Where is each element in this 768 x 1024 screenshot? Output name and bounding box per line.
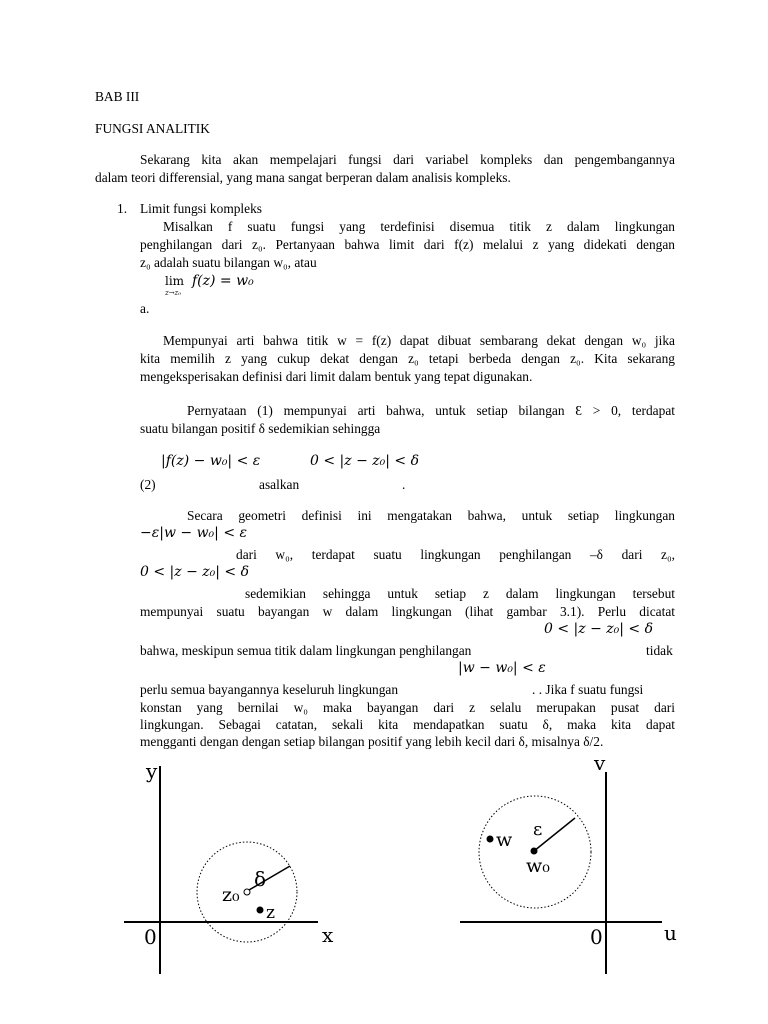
x-axis-label: x [322, 923, 334, 947]
z-point-label: z [266, 903, 275, 923]
p2-line-2: kita memilih z yang cukup dekat dengan z₀ tetapi berbeda dengan z₀. Kita sekarang [140, 351, 675, 366]
intro-line-2: dalam teori differensial, yang mana sangat berperan dalam analisis kompleks. [95, 170, 511, 185]
p4-eq-delta-2: 0 < |z − z₀| < δ [544, 621, 654, 637]
s1-line-2: penghilangan dari z₀. Pertanyaan bahwa limit dari f(z) melalui z yang didekati dengan [140, 237, 675, 252]
p4-line-6b: . . Jika f suatu fungsi [532, 682, 644, 697]
intro-line-1: Sekarang kita akan mempelajari fungsi dari variabel kompleks dan pengembangannya [140, 152, 675, 167]
p4-eq-eps-2: |w − w₀| < ε [458, 660, 546, 676]
s1-line-3: z₀ adalah suatu bilangan w₀, atau [140, 255, 317, 270]
eq2-right: 0 < |z − z₀| < δ [310, 453, 420, 469]
p4-line-7: konstan yang bernilai w₀ maka bayangan dari z selalu merupakan pusat dari [140, 700, 675, 715]
p4-line-6a: perlu semua bayangannya keseluruh lingkungan [140, 682, 399, 697]
p4-line-2: dari w₀, terdapat suatu lingkungan penghilangan –δ dari z₀, [236, 547, 675, 562]
chapter-label: BAB III [95, 89, 140, 104]
chapter-title: FUNGSI ANALITIK [95, 121, 210, 136]
s1-line-1: Misalkan f suatu fungsi yang terdefinisi disemua titik z dalam lingkungan [163, 219, 675, 234]
figure-z-plane [124, 759, 334, 974]
eq2-number: (2) [140, 477, 156, 492]
eq2-left: |f(z) − w₀| < ε [161, 453, 261, 469]
z0-label: z₀ [222, 884, 240, 906]
p4-line-3: sedemikian sehingga untuk setiap z dalam lingkungan tersebut [245, 586, 675, 601]
w-origin-label: 0 [590, 925, 603, 949]
z-point [257, 907, 264, 914]
epsilon-label: ε [533, 819, 543, 840]
eq-lim-word: lim [165, 274, 185, 288]
delta-label: δ [254, 867, 267, 891]
p4-line-4: mempunyai suatu bayangan w dalam lingkungan (lihat gambar 3.1). Perlu dicatat [140, 604, 675, 619]
y-axis-label: y [146, 759, 158, 783]
p2-line-3: mengeksperisakan definisi dari limit dalam bentuk yang tepat digunakan. [140, 369, 533, 384]
p4-eq-eps: −ε|w − w₀| < ε [140, 525, 248, 541]
p4-line-8: lingkungan. Sebagai catatan, sekali kita mendapatkan suatu δ, maka kita dapat [140, 717, 675, 732]
w-point-label: w [496, 829, 513, 851]
p2-line-1: Mempunyai arti bahwa titik w = f(z) dapat dibuat sembarang dekat dengan w₀ jika [163, 333, 675, 348]
section-number: 1. [117, 201, 128, 216]
eq-lim-sub: z→z₀ [165, 289, 182, 297]
p3-line-2: suatu bilangan positif δ sedemikian sehingga [140, 421, 381, 436]
p4-line-5b: tidak [646, 643, 673, 658]
p4-eq-delta: 0 < |z − z₀| < δ [140, 564, 250, 580]
eq-label-a: a. [140, 301, 150, 316]
w0-label: w₀ [526, 855, 550, 877]
p4-line-9: mengganti dengan dengan setiap bilangan positif yang lebih kecil dari δ, misalnya δ/2. [140, 734, 604, 749]
figure-mapping [0, 744, 768, 1024]
p3-line-1: Pernyataan (1) mempunyai arti bahwa, untuk setiap bilangan Ɛ > 0, terdapat [187, 403, 675, 418]
eq-lim-body: f(z) = w₀ [192, 273, 254, 289]
p4-line-1: Secara geometri definisi ini mengatakan bahwa, untuk setiap lingkungan [187, 508, 675, 523]
figure-w-plane [460, 751, 677, 974]
v-axis-label: v [594, 751, 606, 775]
u-axis-label: u [664, 921, 677, 945]
section-title: Limit fungsi kompleks [140, 201, 262, 216]
z-origin-label: 0 [144, 925, 157, 949]
eq2-asalkan: asalkan [259, 477, 300, 492]
eq2-dot: . [402, 477, 406, 492]
w-point [487, 836, 494, 843]
p4-line-5a: bahwa, meskipun semua titik dalam lingkungan penghilangan [140, 643, 472, 658]
